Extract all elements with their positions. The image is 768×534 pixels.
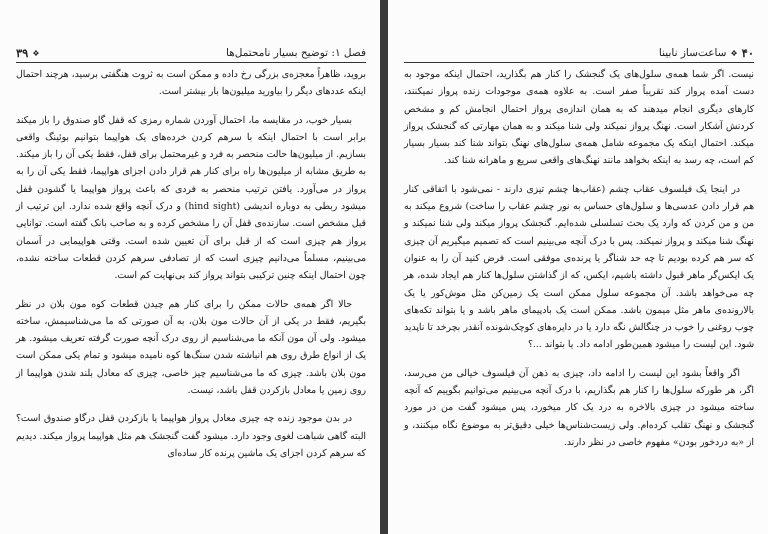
left-page-body — [16, 66, 366, 524]
ornament-icon: ❖ — [32, 48, 40, 58]
right-page-header — [404, 44, 754, 62]
paragraph: بروید، ظاهراً معجزه‌ی بزرگی رخ داده و ممکن است به ثروت هنگفتی برسید، هرچند احتمال اینکه عددهای دیگر را بیاورید میلیون‌ها بار بیشتر است. — [16, 69, 366, 98]
left-header-number-group — [16, 46, 44, 60]
header-rule — [404, 62, 754, 63]
page-number: ۴۰ — [741, 46, 754, 60]
right-page-body — [404, 66, 754, 524]
book-title: ساعت‌ساز نابینا — [658, 47, 727, 59]
left-page — [0, 0, 380, 534]
book-gutter — [380, 0, 388, 534]
paragraph: در اینجا یک فیلسوف عقاب چشم (عقاب‌ها چشم تیزی دارند - نمی‌شود با اتفاقی کنار هم قرار دادن عدسی‌ها و سلول‌های حساس به نور چشم عقاب را ساخت) شروع میکند به من و من کردن که وارد یک بحث تسلسلی شده‌ایم. گنجشک پرواز میکند ولی شنا نمیکند و نهنگ شنا میکند و پرواز نمیکند. پس با درک آنچه می‌بینیم است که تصمیم میگیریم آن چیزی که سر هم کرده بودیم تا چه حد شناگر یا پرنده‌ی موفقی است. فرض کنید آن را به عنوان یک ایکس‌گر ماهر قبول داشته باشیم، ایکس، که از گذاشتن سلول‌ها کنار هم ایجاد شده، هر چه می‌خواهد باشد. آن مجموعه سلول ممکن است یک زمین‌کن مثل موش‌کور یا یک بالارونده‌ی ماهر مثل میمون باشد. ممکن است یک بادپیمای ماهر باشد و یا بتواند تکه‌های چوب روغنی را خوب در چنگالش نگه دارد یا در دایره‌های کوچک‌شونده آنقدر بچرخد تا ناپدید شود. این لیست را میشود همین‌طور ادامه داد. یا بتواند ...؟ — [404, 183, 754, 351]
paragraph: در بدن موجود زنده چه چیزی معادل پرواز هواپیما یا بازکردن قفل درگاو صندوق است؟ البته گاهی شباهت لغوی وجود دارد. میشود گفت گنجشک هم مثل هواپیما پرواز میکند. دیدیم که سرهم کردن اجزای یک ماشین پرنده کار ساده‌ای — [16, 413, 366, 459]
paragraph: بسیار خوب، در مقایسه ما، احتمال آوردن شماره رمزی که قفل گاو صندوق را باز میکند برابر است با احتمال اینکه با سرهم کردن خرده‌های یک هواپیما بتوانیم بوئینگ واقعی بسازیم. از میلیون‌ها حالت منحصر به فرد و غیرمحتمل برای قفل، فقط یکی آن را باز میکند. به طریق مشابه از میلیون‌ها راه برای کنار هم قرار دادن اجزای هواپیما، فقط یکی آن را به پرواز در می‌آورد. یافتن ترتیب منحصر به فردی که باعث پرواز هواپیما یا گشودن قفل میشود ربطی به دوباره اندیشی (hind sight) و درک آنچه واقع شده ندارد. این ترتیب از قبل مشخص است. سازنده‌ی قفل آن را مشخص کرده و به صاحب بانک گفته است. توانایی پرواز هم چیزی است که از قبل برای آن تعیین شده است. وقتی هواپیمایی در آسمان می‌بینیم، مسلماً می‌دانیم چیزی است که از تصادفی سرهم کردن قطعات ساخته نشده، چون احتمال اینکه چنین ترکیبی بتواند پرواز کند بی‌نهایت کم است. — [16, 114, 366, 282]
paragraph: نیست. اگر شما همه‌ی سلول‌های یک گنجشک را کنار هم بگذارید، احتمال اینکه موجود به دست آمده پرواز کند تقریباً صفر است. به علاوه همه‌ی موجودات زنده پرواز نمیکنند، کارهای دیگری انجام میدهند که به همان اندازه‌ی پرواز احتمال انجامش کم و مشخص کردنش آشکار است. نهنگ پرواز نمیکند ولی شنا میکند و به همان مهارتی که گنجشک پرواز میکند. احتمال اینکه یک مجموعه شامل همه‌ی سلول‌های نهنگ بتواند شنا کند بسیار بسیار کم است، چه رسد به اینکه بخواهد مانند نهنگ‌های واقعی سریع و ماهرانه شنا کند. — [404, 69, 754, 167]
header-rule — [16, 62, 366, 63]
left-page-header — [16, 44, 366, 62]
left-header-title-group — [226, 47, 366, 59]
paragraph: حالا اگر همه‌ی حالات ممکن را برای کنار هم چیدن قطعات کوه مون بلان در نظر بگیریم، فقط در یکی از آن حالات مون بلان، به آن صورتی که ما می‌شناسیمش، ساخته میشود. ولی آن مون آنکه ما می‌شناسیم از روی درک آنچه صورت گرفته تعریف میشود. هر یک از انواع طرق روی هم انباشته شدن سنگ‌ها کوه نامیده میشود و تمام یکی ممکن است مون بلان باشد. چیزی که ما می‌شناسیم چیز خاصی، چیزی که معادل بلند شدن هواپیما از روی زمین یا معادل بازکردن قفل باشد، نیست. — [16, 298, 366, 397]
page-number: ۳۹ — [16, 46, 29, 60]
right-header-number-group — [659, 46, 754, 60]
paragraph: اگر واقعاً بشود این لیست را ادامه داد، چیزی به ذهن آن فیلسوف خیالی من می‌رسد، اگر، هر طورکه سلول‌ها را کنار هم بگذاریم، با درک آنچه می‌بینیم می‌توانیم بگوییم که آنچه ساخته میشود در چیزی بالاخره به درد یک کار میخورد، پس میشود گفت من در مورد گنجشک و نهنگ تقلب کرده‌ام. ولی زیست‌شناس‌ها خیلی دقیق‌تر به موضوع نگاه میکنند، و از «به دردخور بودن» مفهوم خاصی در نظر دارند. — [404, 367, 754, 448]
right-page — [388, 0, 768, 534]
ornament-icon: ❖ — [730, 48, 738, 58]
chapter-title: فصل ۱: توضیح بسیار نامحتمل‌ها — [226, 47, 366, 59]
